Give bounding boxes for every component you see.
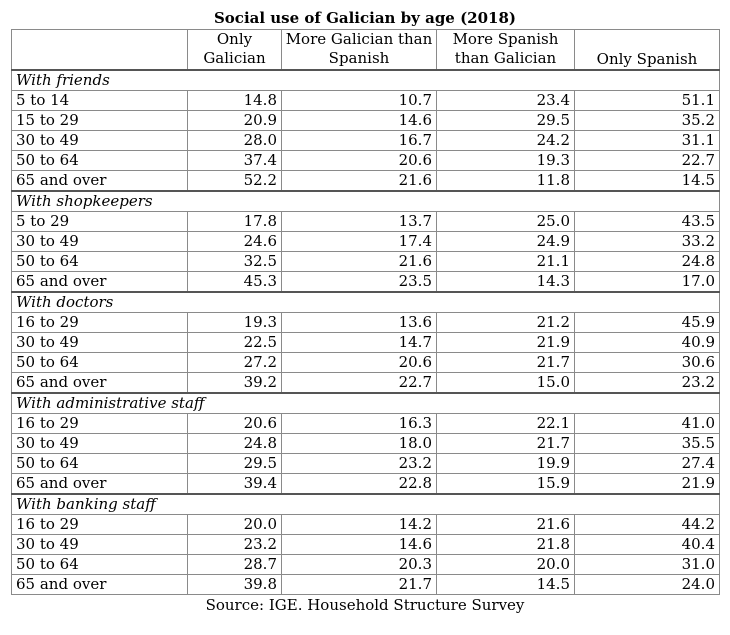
value-cell: 14.3 (437, 271, 575, 292)
age-group-cell: 30 to 49 (12, 534, 188, 554)
age-group-cell: 65 and over (12, 473, 188, 494)
age-group-cell: 50 to 64 (12, 352, 188, 372)
value-cell: 21.7 (437, 352, 575, 372)
table-row (12, 473, 720, 494)
value-cell: 22.5 (188, 332, 282, 352)
group-header-row (12, 292, 720, 313)
age-group-cell: 50 to 64 (12, 251, 188, 271)
data-table (11, 29, 720, 595)
table-row (12, 574, 720, 594)
value-cell: 10.7 (282, 90, 437, 110)
value-cell: 21.8 (437, 534, 575, 554)
value-cell: 23.2 (575, 372, 720, 393)
table-row (12, 231, 720, 251)
value-cell: 39.2 (188, 372, 282, 393)
value-cell: 24.2 (437, 130, 575, 150)
age-group-cell: 30 to 49 (12, 130, 188, 150)
table-row (12, 271, 720, 292)
value-cell: 14.5 (437, 574, 575, 594)
value-cell: 24.8 (188, 433, 282, 453)
value-cell: 14.6 (282, 110, 437, 130)
value-cell: 23.5 (282, 271, 437, 292)
value-cell: 51.1 (575, 90, 720, 110)
value-cell: 17.0 (575, 271, 720, 292)
value-cell: 40.9 (575, 332, 720, 352)
value-cell: 21.6 (437, 514, 575, 534)
value-cell: 20.0 (437, 554, 575, 574)
value-cell: 21.9 (575, 473, 720, 494)
value-cell: 21.1 (437, 251, 575, 271)
group-label: With banking staff (12, 494, 720, 515)
value-cell: 15.0 (437, 372, 575, 393)
value-cell: 20.0 (188, 514, 282, 534)
age-group-cell: 5 to 14 (12, 90, 188, 110)
value-cell: 20.6 (188, 413, 282, 433)
value-cell: 16.7 (282, 130, 437, 150)
value-cell: 39.8 (188, 574, 282, 594)
value-cell: 11.8 (437, 170, 575, 191)
table-row (12, 332, 720, 352)
age-group-cell: 16 to 29 (12, 514, 188, 534)
header-cell-empty (12, 30, 188, 70)
age-group-cell: 5 to 29 (12, 211, 188, 231)
table-row (12, 534, 720, 554)
value-cell: 45.9 (575, 312, 720, 332)
value-cell: 24.8 (575, 251, 720, 271)
age-group-cell: 65 and over (12, 372, 188, 393)
group-label: With administrative staff (12, 393, 720, 414)
value-cell: 17.8 (188, 211, 282, 231)
value-cell: 20.3 (282, 554, 437, 574)
table-row (12, 433, 720, 453)
group-header-row (12, 494, 720, 515)
age-group-cell: 30 to 49 (12, 433, 188, 453)
age-group-cell: 30 to 49 (12, 332, 188, 352)
age-group-cell: 50 to 64 (12, 453, 188, 473)
age-group-cell: 65 and over (12, 271, 188, 292)
table-row (12, 211, 720, 231)
value-cell: 44.2 (575, 514, 720, 534)
table-row (12, 312, 720, 332)
value-cell: 28.0 (188, 130, 282, 150)
value-cell: 27.4 (575, 453, 720, 473)
value-cell: 21.2 (437, 312, 575, 332)
value-cell: 21.9 (437, 332, 575, 352)
group-header-row (12, 393, 720, 414)
value-cell: 19.3 (437, 150, 575, 170)
value-cell: 41.0 (575, 413, 720, 433)
value-cell: 18.0 (282, 433, 437, 453)
value-cell: 32.5 (188, 251, 282, 271)
value-cell: 19.3 (188, 312, 282, 332)
value-cell: 20.6 (282, 352, 437, 372)
table-title: Social use of Galician by age (2018) (213, 9, 517, 27)
value-cell: 52.2 (188, 170, 282, 191)
value-cell: 21.6 (282, 170, 437, 191)
table-row (12, 150, 720, 170)
value-cell: 45.3 (188, 271, 282, 292)
value-cell: 40.4 (575, 534, 720, 554)
value-cell: 21.7 (437, 433, 575, 453)
value-cell: 27.2 (188, 352, 282, 372)
value-cell: 14.7 (282, 332, 437, 352)
age-group-cell: 65 and over (12, 170, 188, 191)
value-cell: 20.9 (188, 110, 282, 130)
table-row (12, 170, 720, 191)
value-cell: 29.5 (188, 453, 282, 473)
value-cell: 35.2 (575, 110, 720, 130)
value-cell: 21.7 (282, 574, 437, 594)
group-label: With shopkeepers (12, 191, 720, 212)
table-row (12, 554, 720, 574)
age-group-cell: 30 to 49 (12, 231, 188, 251)
value-cell: 24.6 (188, 231, 282, 251)
value-cell: 22.8 (282, 473, 437, 494)
value-cell: 21.6 (282, 251, 437, 271)
value-cell: 23.2 (188, 534, 282, 554)
group-label: With friends (12, 70, 720, 91)
age-group-cell: 16 to 29 (12, 312, 188, 332)
table-row (12, 453, 720, 473)
table-header (12, 30, 720, 70)
group-label: With doctors (12, 292, 720, 313)
value-cell: 22.7 (575, 150, 720, 170)
value-cell: 14.8 (188, 90, 282, 110)
value-cell: 35.5 (575, 433, 720, 453)
value-cell: 13.7 (282, 211, 437, 231)
table-row (12, 110, 720, 130)
value-cell: 14.5 (575, 170, 720, 191)
value-cell: 23.4 (437, 90, 575, 110)
value-cell: 29.5 (437, 110, 575, 130)
value-cell: 24.9 (437, 231, 575, 251)
header-only-spanish: Only Spanish (575, 30, 720, 70)
value-cell: 16.3 (282, 413, 437, 433)
age-group-cell: 50 to 64 (12, 554, 188, 574)
header-row (12, 30, 720, 70)
table-row (12, 514, 720, 534)
value-cell: 14.2 (282, 514, 437, 534)
value-cell: 14.6 (282, 534, 437, 554)
value-cell: 31.0 (575, 554, 720, 574)
value-cell: 19.9 (437, 453, 575, 473)
value-cell: 20.6 (282, 150, 437, 170)
table-row (12, 413, 720, 433)
value-cell: 31.1 (575, 130, 720, 150)
header-more-galician: More Galician than Spanish (282, 30, 437, 70)
age-group-cell: 16 to 29 (12, 413, 188, 433)
age-group-cell: 15 to 29 (12, 110, 188, 130)
value-cell: 33.2 (575, 231, 720, 251)
source-note: Source: IGE. Household Structure Survey (205, 596, 525, 614)
value-cell: 13.6 (282, 312, 437, 332)
value-cell: 17.4 (282, 231, 437, 251)
value-cell: 22.7 (282, 372, 437, 393)
table-row (12, 130, 720, 150)
table-body (12, 70, 720, 595)
value-cell: 23.2 (282, 453, 437, 473)
age-group-cell: 65 and over (12, 574, 188, 594)
value-cell: 30.6 (575, 352, 720, 372)
value-cell: 25.0 (437, 211, 575, 231)
value-cell: 22.1 (437, 413, 575, 433)
value-cell: 39.4 (188, 473, 282, 494)
group-header-row (12, 191, 720, 212)
group-header-row (12, 70, 720, 91)
value-cell: 15.9 (437, 473, 575, 494)
table-row (12, 90, 720, 110)
table-row (12, 251, 720, 271)
value-cell: 24.0 (575, 574, 720, 594)
age-group-cell: 50 to 64 (12, 150, 188, 170)
value-cell: 43.5 (575, 211, 720, 231)
table-row (12, 352, 720, 372)
value-cell: 28.7 (188, 554, 282, 574)
table-row (12, 372, 720, 393)
header-only-galician: Only Galician (188, 30, 282, 70)
header-more-spanish: More Spanish than Galician (437, 30, 575, 70)
value-cell: 37.4 (188, 150, 282, 170)
